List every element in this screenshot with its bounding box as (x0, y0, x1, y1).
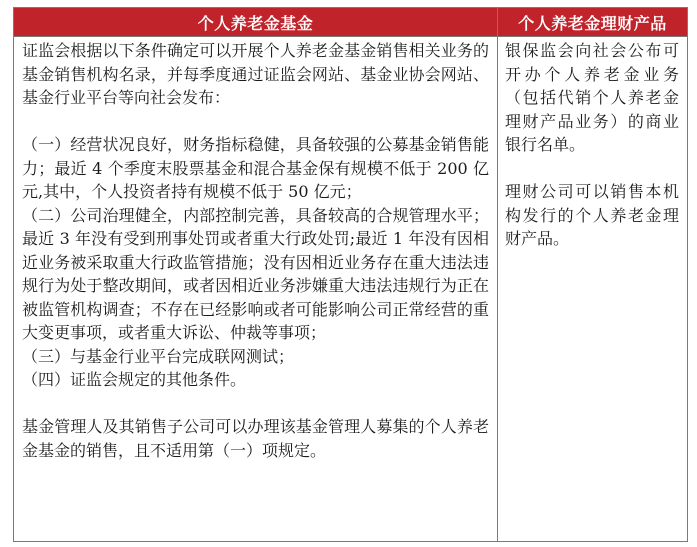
header-row (14, 8, 688, 37)
fund-intro-text: 证监会根据以下条件确定可以开展个人养老金基金销售相关业务的基金销售机构名录，并每季度通过证监会网站、基金业协会网站、基金行业平台等向社会发布： (22, 41, 489, 107)
wealth-product-para-2: 理财公司可以销售本机构发行的个人养老金理财产品。 (505, 182, 679, 248)
spacer (505, 157, 679, 181)
header-pension-fund: 个人养老金基金 (14, 8, 498, 37)
comparison-table (13, 7, 688, 542)
fund-condition-1: （一）经营状况良好，财务指标稳健，具备较强的公募基金销售能力；最近 4 个季度末股票基金和混合基金保有规模不低于 200 亿元,其中，个人投资者持有规模不低于 50 亿元； (22, 135, 489, 201)
pension-fund-cell (14, 37, 498, 542)
fund-condition-2: （二）公司治理健全，内部控制完善，具备较高的合规管理水平；最近 3 年没有受到刑事处罚或者重大行政处罚;最近 1 年没有因相近业务被采取重大行政监管措施；没有因相近业务存在重大违法违规行为处于整改期间，或者因相近业务涉嫌重大违法违规行为正在被监管机构调查；不存在已经影响或者可能影响公司正常经营的重大变更事项，或者重大诉讼、仲裁等事项； (22, 205, 489, 342)
fund-condition-4: （四）证监会规定的其他条件。 (22, 370, 247, 389)
fund-condition-3: （三）与基金行业平台完成联网测试； (22, 346, 295, 366)
content-row (14, 37, 688, 542)
comparison-table-container (13, 7, 687, 539)
pension-wealth-product-cell (498, 37, 688, 542)
fund-closing-text: 基金管理人及其销售子公司可以办理该基金管理人募集的个人养老金基金的销售，且不适用第（一）项规定。 (22, 417, 489, 460)
wealth-product-para-1: 银保监会向社会公布可开办个人养老金业务（包括代销个人养老金理财产品业务）的商业银行名单。 (505, 41, 679, 154)
spacer (22, 110, 489, 134)
spacer (22, 392, 489, 416)
header-pension-wealth-product: 个人养老金理财产品 (498, 8, 688, 37)
